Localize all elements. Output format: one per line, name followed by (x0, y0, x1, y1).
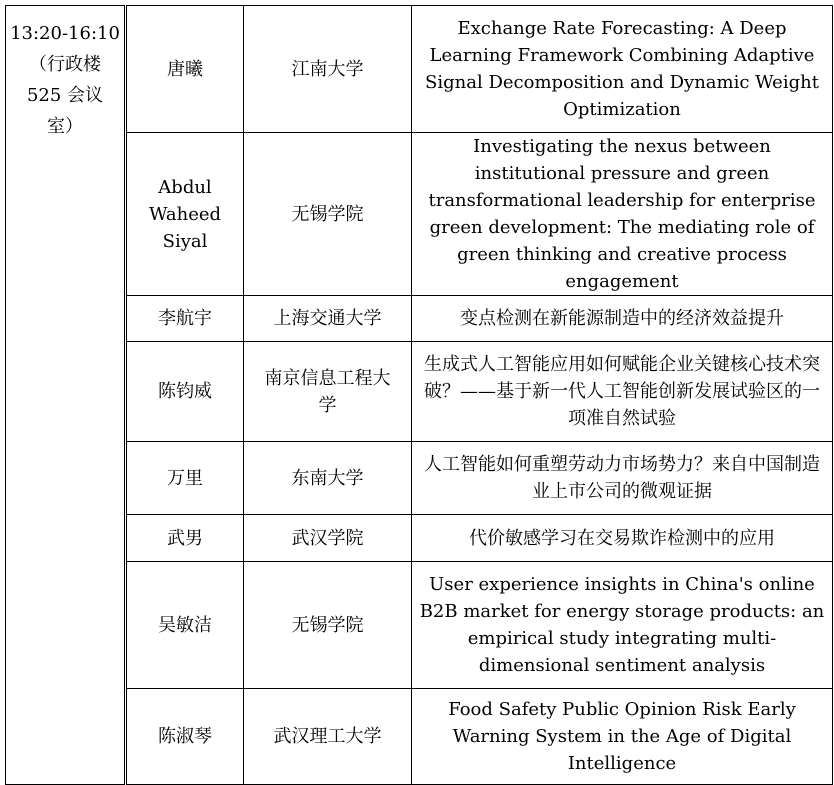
presenter-institution: 南京信息工程大学 (244, 342, 412, 442)
table-row (6, 133, 833, 296)
table-row (6, 6, 833, 133)
paper-title: 生成式人工智能应用如何赋能企业关键核心技术突破？——基于新一代人工智能创新发展试验区的一项准自然试验 (412, 342, 833, 442)
table-row (6, 296, 833, 342)
presenter-institution: 东南大学 (244, 442, 412, 515)
presenter-name: 万里 (126, 442, 244, 515)
session-time: 13:20-16:10 (10, 23, 120, 44)
presenter-name: 吴敏洁 (126, 562, 244, 689)
presenter-name: 唐曦 (126, 6, 244, 133)
presenter-institution: 无锡学院 (244, 562, 412, 689)
presenter-name: Abdul Waheed Siyal (126, 133, 244, 296)
table-row (6, 515, 833, 562)
session-location-line: 室） (47, 116, 83, 137)
paper-title: Investigating the nexus between institutional pressure and green transformational leadership for enterprise green development: The mediating role of green thinking and creative process engagement (412, 133, 833, 296)
session-time-cell (6, 6, 126, 785)
table-row (6, 442, 833, 515)
presenter-name: 陈淑琴 (126, 689, 244, 785)
presenter-name: 武男 (126, 515, 244, 562)
paper-title: 人工智能如何重塑劳动力市场势力？来自中国制造业上市公司的微观证据 (412, 442, 833, 515)
presenter-institution: 无锡学院 (244, 133, 412, 296)
presenter-name: 李航宇 (126, 296, 244, 342)
table-row (6, 342, 833, 442)
schedule-table (5, 5, 833, 785)
presenter-institution: 上海交通大学 (244, 296, 412, 342)
session-location-line: （行政楼 (29, 54, 101, 75)
session-location-line: 525 会议 (26, 85, 104, 106)
table-row (6, 562, 833, 689)
paper-title: Exchange Rate Forecasting: A Deep Learning Framework Combining Adaptive Signal Decomposition and Dynamic Weight Optimization (412, 6, 833, 133)
table-row (6, 689, 833, 785)
presenter-name: 陈钧威 (126, 342, 244, 442)
presenter-institution: 武汉理工大学 (244, 689, 412, 785)
paper-title: 变点检测在新能源制造中的经济效益提升 (412, 296, 833, 342)
paper-title: Food Safety Public Opinion Risk Early Warning System in the Age of Digital Intelligence (412, 689, 833, 785)
presenter-institution: 江南大学 (244, 6, 412, 133)
paper-title: 代价敏感学习在交易欺诈检测中的应用 (412, 515, 833, 562)
paper-title: User experience insights in China's online B2B market for energy storage products: an empirical study integrating multi-dimensional sentiment analysis (412, 562, 833, 689)
presenter-institution: 武汉学院 (244, 515, 412, 562)
